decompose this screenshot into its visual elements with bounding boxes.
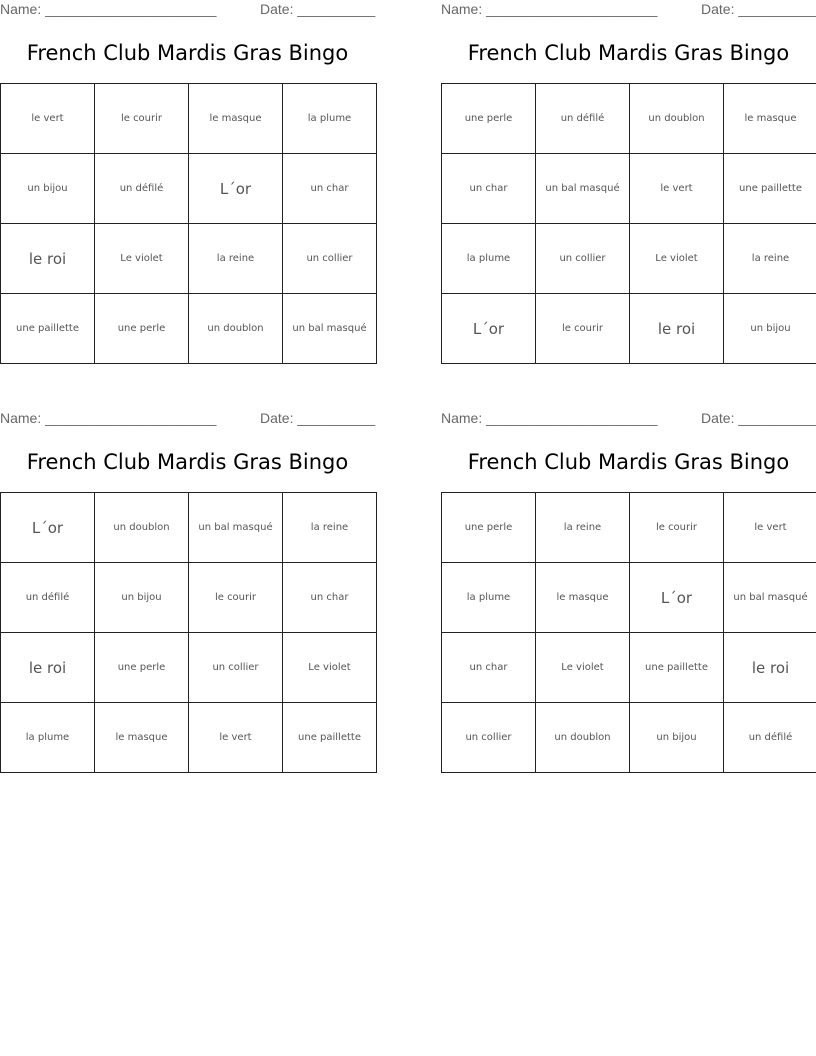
- bingo-cell: un char: [283, 563, 377, 633]
- bingo-cell: Le violet: [630, 224, 724, 294]
- card-header: [441, 0, 816, 22]
- bingo-cell: Le violet: [283, 633, 377, 703]
- bingo-cell: L´or: [189, 154, 283, 224]
- bingo-cell: un collier: [283, 224, 377, 294]
- bingo-card-1: [0, 0, 376, 334]
- grid-row: [1, 294, 377, 364]
- bingo-cell: une paillette: [724, 154, 816, 224]
- bingo-cell: un bijou: [630, 703, 724, 773]
- bingo-cell: une paillette: [1, 294, 95, 364]
- bingo-cell: le vert: [724, 493, 816, 563]
- card-header: [0, 409, 375, 431]
- name-field: Name: ______________________: [441, 410, 658, 426]
- date-field: Date: __________: [260, 410, 376, 426]
- bingo-cell: le roi: [1, 633, 95, 703]
- date-field: Date: __________: [701, 1, 816, 17]
- grid-row: [1, 703, 377, 773]
- bingo-cell: le courir: [536, 294, 630, 364]
- card-header: [0, 0, 375, 22]
- bingo-cell: la reine: [536, 493, 630, 563]
- grid-row: [442, 154, 816, 224]
- grid-row: [1, 224, 377, 294]
- grid-row: [442, 703, 816, 773]
- bingo-grid: [0, 83, 377, 364]
- bingo-cell: la reine: [283, 493, 377, 563]
- bingo-cell: la plume: [442, 224, 536, 294]
- bingo-cell: une paillette: [630, 633, 724, 703]
- bingo-cell: L´or: [1, 493, 95, 563]
- bingo-cell: une perle: [442, 493, 536, 563]
- date-field: Date: __________: [701, 410, 816, 426]
- card-title: French Club Mardis Gras Bingo: [467, 41, 790, 65]
- bingo-cell: un bal masqué: [283, 294, 377, 364]
- grid-row: [442, 633, 816, 703]
- bingo-cell: le masque: [724, 84, 816, 154]
- bingo-cell: un bal masqué: [536, 154, 630, 224]
- grid-row: [1, 633, 377, 703]
- grid-row: [1, 563, 377, 633]
- bingo-cell: un collier: [442, 703, 536, 773]
- bingo-cell: Le violet: [95, 224, 189, 294]
- bingo-cell: le courir: [189, 563, 283, 633]
- name-field: Name: ______________________: [0, 410, 217, 426]
- bingo-cell: un collier: [189, 633, 283, 703]
- bingo-cell: un bal masqué: [724, 563, 816, 633]
- bingo-cell: un bal masqué: [189, 493, 283, 563]
- bingo-grid: [441, 492, 816, 773]
- bingo-card-3: [0, 409, 376, 743]
- bingo-cell: un bijou: [724, 294, 816, 364]
- bingo-cell: un char: [442, 154, 536, 224]
- bingo-cell: un doublon: [189, 294, 283, 364]
- bingo-cell: le roi: [1, 224, 95, 294]
- grid-row: [442, 84, 816, 154]
- card-header: [441, 409, 816, 431]
- bingo-cell: le courir: [95, 84, 189, 154]
- name-field: Name: ______________________: [0, 1, 217, 17]
- bingo-cell: la reine: [189, 224, 283, 294]
- bingo-cell: un défilé: [95, 154, 189, 224]
- bingo-cell: une perle: [95, 633, 189, 703]
- bingo-grid: [441, 83, 816, 364]
- card-title: French Club Mardis Gras Bingo: [26, 450, 349, 474]
- bingo-cell: une perle: [442, 84, 536, 154]
- bingo-cell: un doublon: [95, 493, 189, 563]
- bingo-cell: un char: [283, 154, 377, 224]
- bingo-cell: le vert: [1, 84, 95, 154]
- grid-row: [1, 154, 377, 224]
- bingo-cell: le courir: [630, 493, 724, 563]
- bingo-card-4: [441, 409, 816, 743]
- bingo-cell: un défilé: [1, 563, 95, 633]
- bingo-cell: la plume: [283, 84, 377, 154]
- grid-row: [1, 84, 377, 154]
- card-title: French Club Mardis Gras Bingo: [26, 41, 349, 65]
- name-field: Name: ______________________: [441, 1, 658, 17]
- bingo-cell: une paillette: [283, 703, 377, 773]
- grid-row: [1, 493, 377, 563]
- grid-row: [442, 493, 816, 563]
- date-field: Date: __________: [260, 1, 376, 17]
- grid-row: [442, 563, 816, 633]
- bingo-cell: un char: [442, 633, 536, 703]
- bingo-cell: un doublon: [536, 703, 630, 773]
- bingo-cell: un défilé: [724, 703, 816, 773]
- bingo-cell: un bijou: [1, 154, 95, 224]
- grid-row: [442, 294, 816, 364]
- bingo-cell: le masque: [536, 563, 630, 633]
- bingo-cell: L´or: [442, 294, 536, 364]
- bingo-cell: le vert: [630, 154, 724, 224]
- bingo-cell: Le violet: [536, 633, 630, 703]
- bingo-cell: une perle: [95, 294, 189, 364]
- grid-row: [442, 224, 816, 294]
- bingo-cell: la reine: [724, 224, 816, 294]
- bingo-card-2: [441, 0, 816, 338]
- bingo-cell: le roi: [724, 633, 816, 703]
- bingo-cell: le roi: [630, 294, 724, 364]
- bingo-cell: un collier: [536, 224, 630, 294]
- bingo-cell: le vert: [189, 703, 283, 773]
- bingo-grid: [0, 492, 377, 773]
- bingo-cell: un bijou: [95, 563, 189, 633]
- bingo-cell: un défilé: [536, 84, 630, 154]
- card-title: French Club Mardis Gras Bingo: [467, 450, 790, 474]
- bingo-cell: L´or: [630, 563, 724, 633]
- bingo-cell: la plume: [1, 703, 95, 773]
- bingo-cell: le masque: [189, 84, 283, 154]
- bingo-cell: le masque: [95, 703, 189, 773]
- bingo-cell: la plume: [442, 563, 536, 633]
- bingo-cell: un doublon: [630, 84, 724, 154]
